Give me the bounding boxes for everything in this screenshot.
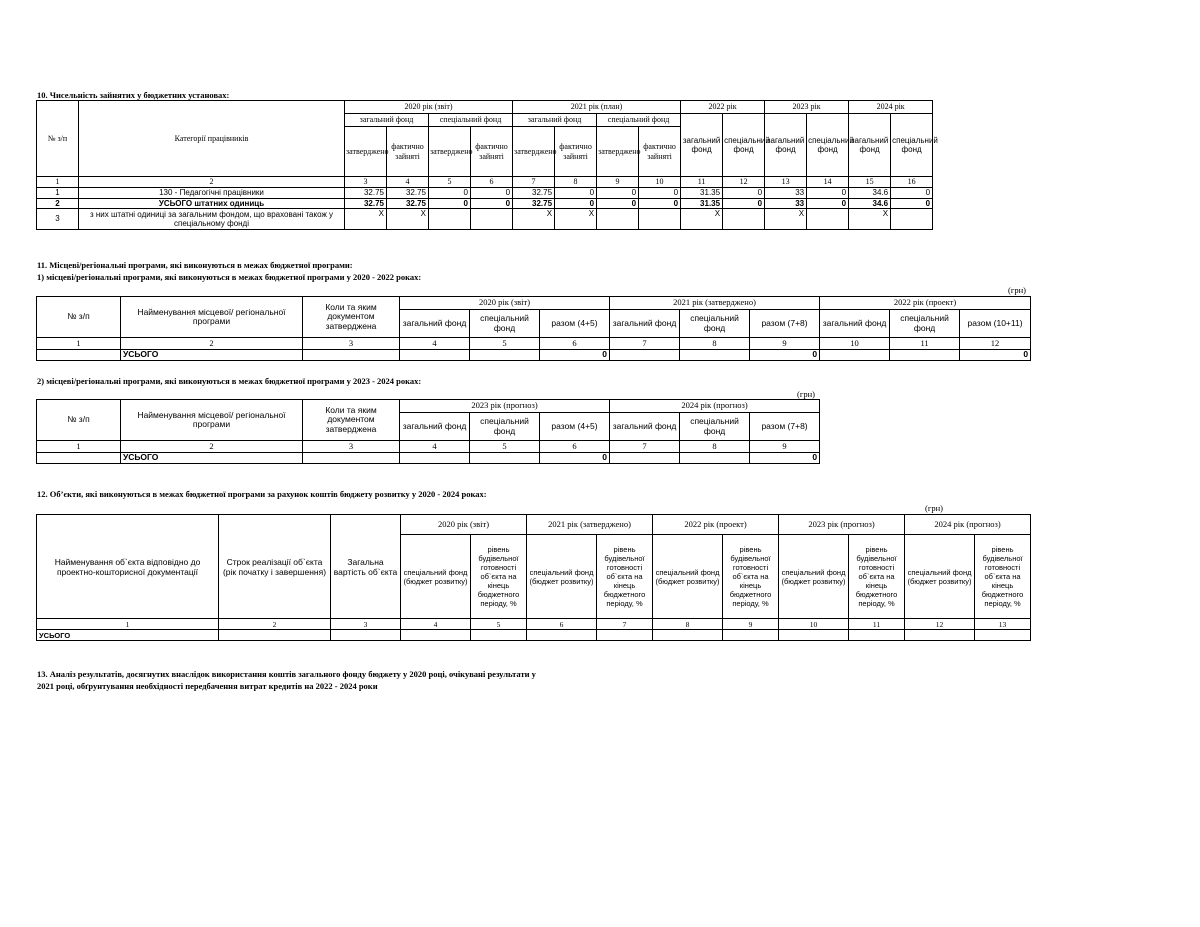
table-row bbox=[37, 198, 933, 209]
row-value: 32.75 bbox=[387, 188, 429, 199]
column-number: 1 bbox=[37, 177, 79, 188]
column-number: 9 bbox=[723, 619, 779, 630]
total-value bbox=[849, 630, 905, 641]
readiness-header: рівень будівельної готовності об`єкта на кінець бюджетного періоду, % bbox=[597, 535, 653, 619]
column-number: 6 bbox=[540, 441, 610, 453]
special-fund-short-header: спеціальний фонд bbox=[891, 114, 933, 177]
special-fund-header: спеціальний фонд (бюджет розвитку) bbox=[905, 535, 975, 619]
year-2021-header: 2021 рік (план) bbox=[513, 101, 681, 114]
row-value: 0 bbox=[723, 188, 765, 199]
row-value: X bbox=[555, 209, 597, 230]
row-value: 0 bbox=[471, 188, 513, 199]
row-value: 0 bbox=[597, 198, 639, 209]
total-row bbox=[37, 630, 1031, 641]
column-number: 1 bbox=[37, 338, 121, 350]
row-value bbox=[471, 209, 513, 230]
total-header: разом (10+11) bbox=[960, 310, 1031, 338]
column-number: 9 bbox=[750, 338, 820, 350]
year-header: 2022 рік (проект) bbox=[653, 515, 779, 535]
column-number: 7 bbox=[610, 338, 680, 350]
row-value: X bbox=[345, 209, 387, 230]
general-fund-header: загальний фонд bbox=[610, 413, 680, 441]
column-number: 6 bbox=[471, 177, 513, 188]
column-numbers-row bbox=[37, 338, 1031, 350]
general-fund-header: загальний фонд bbox=[513, 114, 597, 127]
year-header: 2023 рік (прогноз) bbox=[779, 515, 905, 535]
year-header: 2023 рік (прогноз) bbox=[400, 400, 610, 413]
row-value: 0 bbox=[429, 198, 471, 209]
total-value bbox=[610, 350, 680, 361]
special-fund-short-header: спеціальний фонд bbox=[723, 114, 765, 177]
row-value: 31.35 bbox=[681, 198, 723, 209]
approved-header: затверджено bbox=[345, 127, 387, 177]
general-fund-header: загальний фонд bbox=[610, 310, 680, 338]
row-value: 0 bbox=[639, 188, 681, 199]
row-value: 33 bbox=[765, 198, 807, 209]
column-numbers-row bbox=[37, 177, 933, 188]
total-value bbox=[331, 630, 401, 641]
total-value bbox=[400, 453, 470, 464]
table-row bbox=[37, 209, 933, 230]
total-value bbox=[219, 630, 331, 641]
total-value: 0 bbox=[750, 453, 820, 464]
approved-header: затверджено bbox=[597, 127, 639, 177]
column-number: 4 bbox=[400, 338, 470, 350]
total-value bbox=[820, 350, 890, 361]
column-number: 2 bbox=[121, 338, 303, 350]
row-value: 32.75 bbox=[387, 198, 429, 209]
column-number: 8 bbox=[680, 338, 750, 350]
row-value: 0 bbox=[597, 188, 639, 199]
year-header: 2020 рік (звіт) bbox=[400, 297, 610, 310]
special-fund-header: спеціальний фонд bbox=[429, 114, 513, 127]
column-number: 8 bbox=[680, 441, 750, 453]
actual-header: фактично зайняті bbox=[555, 127, 597, 177]
total-header: разом (4+5) bbox=[540, 310, 610, 338]
total-value: 0 bbox=[750, 350, 820, 361]
column-number: 2 bbox=[219, 619, 331, 630]
column-number: 1 bbox=[37, 619, 219, 630]
row-value: X bbox=[681, 209, 723, 230]
column-number: 3 bbox=[303, 338, 400, 350]
total-row-number bbox=[37, 453, 121, 464]
column-numbers-row bbox=[37, 441, 820, 453]
special-fund-header: спеціальний фонд (бюджет розвитку) bbox=[401, 535, 471, 619]
column-number: 3 bbox=[331, 619, 401, 630]
total-header: разом (4+5) bbox=[540, 413, 610, 441]
total-value: 0 bbox=[540, 453, 610, 464]
readiness-header: рівень будівельної готовності об`єкта на кінець бюджетного періоду, % bbox=[975, 535, 1031, 619]
column-number: 9 bbox=[597, 177, 639, 188]
general-fund-short-header: загальний фонд bbox=[849, 114, 891, 177]
section-13-title-line1: 13. Аналіз результатів, досягнутих внаслідок використання коштів загального фонду бюджету у 2020 році, очікувані результати у bbox=[37, 669, 536, 679]
special-fund-header: спеціальний фонд bbox=[890, 310, 960, 338]
year-2024-header: 2024 рік bbox=[849, 101, 933, 114]
row-number: 1 bbox=[37, 188, 79, 199]
total-value bbox=[723, 630, 779, 641]
column-number: 4 bbox=[387, 177, 429, 188]
general-fund-header: загальний фонд bbox=[400, 310, 470, 338]
special-fund-header: спеціальний фонд bbox=[597, 114, 681, 127]
total-document bbox=[303, 453, 400, 464]
special-fund-header: спеціальний фонд (бюджет розвитку) bbox=[653, 535, 723, 619]
column-number: 5 bbox=[470, 338, 540, 350]
row-value: X bbox=[513, 209, 555, 230]
column-number: 11 bbox=[849, 619, 905, 630]
year-header: 2020 рік (звіт) bbox=[401, 515, 527, 535]
column-number: 15 bbox=[849, 177, 891, 188]
general-fund-short-header: загальний фонд bbox=[765, 114, 807, 177]
row-value: 0 bbox=[891, 198, 933, 209]
column-number: 2 bbox=[121, 441, 303, 453]
column-number: 8 bbox=[555, 177, 597, 188]
row-value: 34.6 bbox=[849, 188, 891, 199]
col-category-header: Категорії працівників bbox=[79, 101, 345, 177]
total-row-number bbox=[37, 350, 121, 361]
total-value bbox=[527, 630, 597, 641]
year-2023-header: 2023 рік bbox=[765, 101, 849, 114]
col-no-header: № з/п bbox=[37, 400, 121, 441]
row-value: 0 bbox=[807, 188, 849, 199]
row-value: 0 bbox=[471, 198, 513, 209]
actual-header: фактично зайняті bbox=[471, 127, 513, 177]
special-fund-header: спеціальний фонд (бюджет розвитку) bbox=[527, 535, 597, 619]
row-category: УСЬОГО штатних одиниць bbox=[79, 198, 345, 209]
section-11-title: 11. Місцеві/регіональні програми, які виконуються в межах бюджетної програми: bbox=[37, 260, 353, 270]
special-fund-header: спеціальний фонд (бюджет розвитку) bbox=[779, 535, 849, 619]
approved-header: затверджено bbox=[429, 127, 471, 177]
row-value: 33 bbox=[765, 188, 807, 199]
total-value bbox=[680, 453, 750, 464]
general-fund-header: загальний фонд bbox=[345, 114, 429, 127]
objects-table bbox=[36, 514, 1031, 641]
total-label: УСЬОГО bbox=[37, 630, 219, 641]
total-value bbox=[470, 453, 540, 464]
readiness-header: рівень будівельної готовності об`єкта на кінець бюджетного періоду, % bbox=[723, 535, 779, 619]
programs-table-2020-2022 bbox=[36, 296, 1031, 361]
staff-table bbox=[36, 100, 938, 230]
column-number: 11 bbox=[681, 177, 723, 188]
col-document-header: Коли та яким документом затверджена bbox=[303, 297, 400, 338]
column-number: 10 bbox=[639, 177, 681, 188]
row-value bbox=[597, 209, 639, 230]
column-number: 10 bbox=[779, 619, 849, 630]
actual-header: фактично зайняті bbox=[639, 127, 681, 177]
section-10-title: 10. Чисельність зайнятих у бюджетних установах: bbox=[37, 90, 230, 100]
readiness-header: рівень будівельної готовності об`єкта на кінець бюджетного періоду, % bbox=[471, 535, 527, 619]
column-number: 6 bbox=[527, 619, 597, 630]
general-fund-short-header: загальний фонд bbox=[681, 114, 723, 177]
col-no-header: № з/п bbox=[37, 297, 121, 338]
row-value: 32.75 bbox=[345, 198, 387, 209]
column-number: 2 bbox=[79, 177, 345, 188]
general-fund-header: загальний фонд bbox=[820, 310, 890, 338]
column-number: 7 bbox=[610, 441, 680, 453]
row-value: 31.35 bbox=[681, 188, 723, 199]
column-number: 13 bbox=[765, 177, 807, 188]
total-header: разом (7+8) bbox=[750, 413, 820, 441]
col-program-name-header: Найменування місцевої/ регіональної програми bbox=[121, 297, 303, 338]
special-fund-header: спеціальний фонд bbox=[680, 413, 750, 441]
row-value: X bbox=[849, 209, 891, 230]
row-value: 0 bbox=[429, 188, 471, 199]
total-value bbox=[471, 630, 527, 641]
col-object-name-header: Найменування об`єкта відповідно до проектно-кошторисної документації bbox=[37, 515, 219, 619]
col-no-header: № з/п bbox=[37, 101, 79, 177]
row-value: 0 bbox=[891, 188, 933, 199]
year-2022-header: 2022 рік bbox=[681, 101, 765, 114]
special-fund-header: спеціальний фонд bbox=[470, 310, 540, 338]
column-number: 12 bbox=[905, 619, 975, 630]
total-value bbox=[905, 630, 975, 641]
column-number: 5 bbox=[470, 441, 540, 453]
total-value bbox=[400, 350, 470, 361]
row-number: 2 bbox=[37, 198, 79, 209]
total-document bbox=[303, 350, 400, 361]
readiness-header: рівень будівельної готовності об`єкта на кінець бюджетного періоду, % bbox=[849, 535, 905, 619]
programs-table-2023-2024 bbox=[36, 399, 820, 464]
row-value: 0 bbox=[807, 198, 849, 209]
column-number: 3 bbox=[303, 441, 400, 453]
section-12-title: 12. Об’єкти, які виконуються в межах бюджетної програми за рахунок коштів бюджету розвитку у 2020 - 2024 роках: bbox=[37, 489, 487, 499]
total-value: 0 bbox=[540, 350, 610, 361]
total-value bbox=[653, 630, 723, 641]
section-11-sub2: 2) місцеві/регіональні програми, які виконуються в межах бюджетної програми у 2023 - 2024 роках: bbox=[37, 376, 422, 386]
column-number: 5 bbox=[471, 619, 527, 630]
unit-label: (грн) bbox=[925, 503, 943, 513]
row-value: 32.75 bbox=[513, 188, 555, 199]
general-fund-header: загальний фонд bbox=[400, 413, 470, 441]
total-value bbox=[610, 453, 680, 464]
column-number: 1 bbox=[37, 441, 121, 453]
unit-label: (грн) bbox=[797, 389, 815, 399]
special-fund-header: спеціальний фонд bbox=[470, 413, 540, 441]
column-number: 4 bbox=[400, 441, 470, 453]
section-11-sub1: 1) місцеві/регіональні програми, які виконуються в межах бюджетної програми у 2020 - 2022 роках: bbox=[37, 272, 422, 282]
approved-header: затверджено bbox=[513, 127, 555, 177]
total-value bbox=[470, 350, 540, 361]
total-value bbox=[401, 630, 471, 641]
row-number: 3 bbox=[37, 209, 79, 230]
row-value: X bbox=[765, 209, 807, 230]
row-value: 0 bbox=[639, 198, 681, 209]
col-total-cost-header: Загальна вартість об`єкта bbox=[331, 515, 401, 619]
column-number: 16 bbox=[891, 177, 933, 188]
total-label: УСЬОГО bbox=[121, 453, 303, 464]
unit-label: (грн) bbox=[1008, 285, 1026, 295]
total-value bbox=[890, 350, 960, 361]
column-number: 11 bbox=[890, 338, 960, 350]
row-value bbox=[723, 209, 765, 230]
column-number: 14 bbox=[807, 177, 849, 188]
year-2020-header: 2020 рік (звіт) bbox=[345, 101, 513, 114]
row-category: з них штатні одиниці за загальним фондом, що враховані також у спеціальному фонді bbox=[79, 209, 345, 230]
year-header: 2024 рік (прогноз) bbox=[905, 515, 1031, 535]
column-number: 7 bbox=[513, 177, 555, 188]
total-row bbox=[37, 350, 1031, 361]
total-value bbox=[779, 630, 849, 641]
column-number: 12 bbox=[960, 338, 1031, 350]
row-value: X bbox=[387, 209, 429, 230]
column-number: 4 bbox=[401, 619, 471, 630]
column-number: 5 bbox=[429, 177, 471, 188]
special-fund-header: спеціальний фонд bbox=[680, 310, 750, 338]
column-number: 10 bbox=[820, 338, 890, 350]
row-value: 32.75 bbox=[513, 198, 555, 209]
special-fund-short-header: спеціальний фонд bbox=[807, 114, 849, 177]
col-document-header: Коли та яким документом затверджена bbox=[303, 400, 400, 441]
section-13-title-line2: 2021 році, обґрунтування необхідності передбачення витрат кредитів на 2022 - 2024 роки bbox=[37, 681, 378, 691]
total-row bbox=[37, 453, 820, 464]
column-number: 3 bbox=[345, 177, 387, 188]
row-value: 34.6 bbox=[849, 198, 891, 209]
column-number: 6 bbox=[540, 338, 610, 350]
row-value: 0 bbox=[555, 198, 597, 209]
column-number: 12 bbox=[723, 177, 765, 188]
total-value bbox=[680, 350, 750, 361]
column-number: 9 bbox=[750, 441, 820, 453]
total-label: УСЬОГО bbox=[121, 350, 303, 361]
year-header: 2022 рік (проект) bbox=[820, 297, 1031, 310]
col-program-name-header: Найменування місцевої/ регіональної програми bbox=[121, 400, 303, 441]
column-number: 13 bbox=[975, 619, 1031, 630]
total-header: разом (7+8) bbox=[750, 310, 820, 338]
actual-header: фактично зайняті bbox=[387, 127, 429, 177]
year-header: 2021 рік (затверджено) bbox=[527, 515, 653, 535]
total-value: 0 bbox=[960, 350, 1031, 361]
column-numbers-row bbox=[37, 619, 1031, 630]
column-number: 7 bbox=[597, 619, 653, 630]
row-value bbox=[639, 209, 681, 230]
col-term-header: Строк реалізації об`єкта (рік початку і завершення) bbox=[219, 515, 331, 619]
row-value bbox=[891, 209, 933, 230]
total-value bbox=[597, 630, 653, 641]
year-header: 2021 рік (затверджено) bbox=[610, 297, 820, 310]
row-value: 0 bbox=[723, 198, 765, 209]
year-header: 2024 рік (прогноз) bbox=[610, 400, 820, 413]
row-value bbox=[807, 209, 849, 230]
column-number: 8 bbox=[653, 619, 723, 630]
row-value: 0 bbox=[555, 188, 597, 199]
table-row bbox=[37, 188, 933, 199]
row-value bbox=[429, 209, 471, 230]
row-category: 130 - Педагогічні працівники bbox=[79, 188, 345, 199]
total-value bbox=[975, 630, 1031, 641]
row-value: 32.75 bbox=[345, 188, 387, 199]
